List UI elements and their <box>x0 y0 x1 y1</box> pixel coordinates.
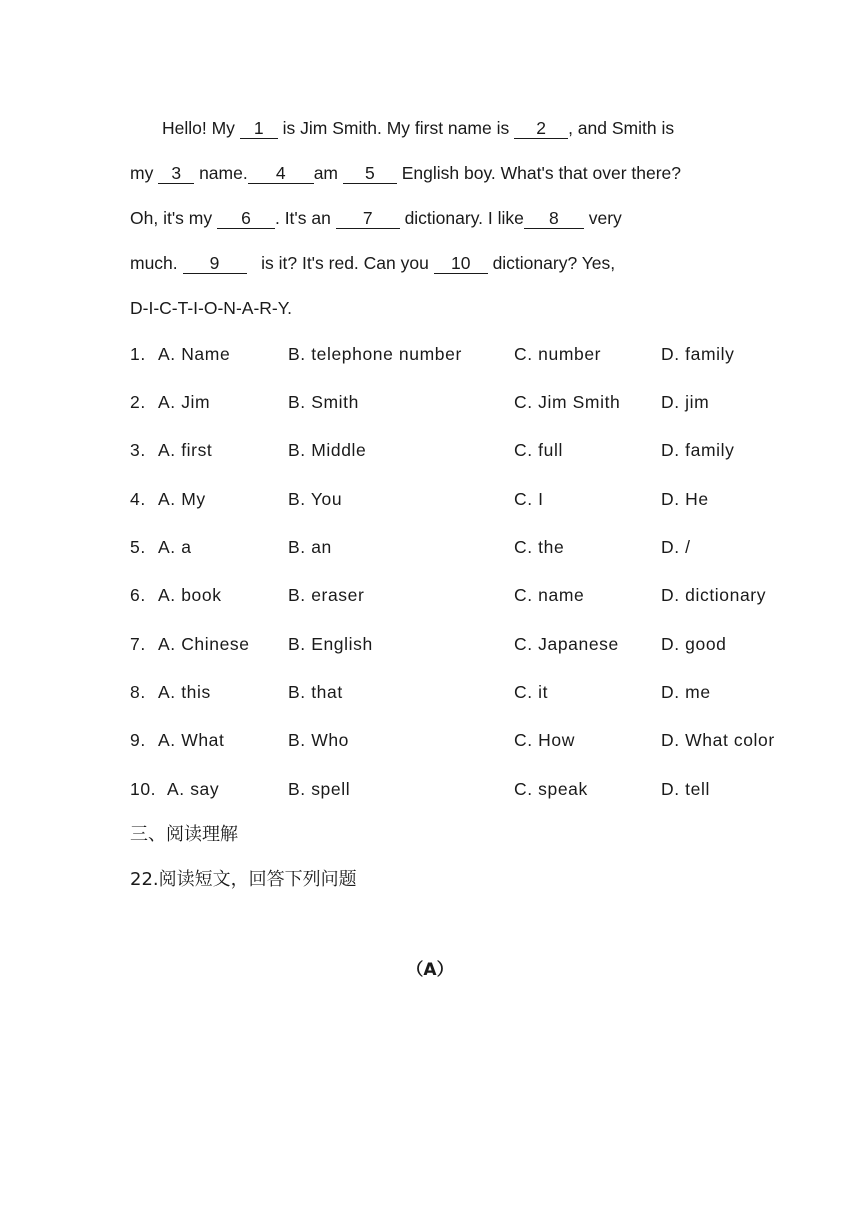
option-b: B. an <box>288 537 332 557</box>
option-a: A. My <box>158 489 206 509</box>
passage-line-1 <box>162 116 674 140</box>
option-d: D. me <box>661 682 711 702</box>
option-b: B. that <box>288 682 343 702</box>
passage-text: name. <box>194 163 248 183</box>
passage-text: very <box>583 208 622 228</box>
passage-text: much. <box>130 253 183 273</box>
passage-text: Oh, it's my <box>130 208 217 228</box>
option-c: C. name <box>514 585 585 605</box>
passage-text: Hello! My <box>162 118 240 138</box>
passage-text: dictionary? Yes, <box>487 253 616 273</box>
option-b: B. telephone number <box>288 344 462 364</box>
option-d: D. / <box>661 537 691 557</box>
option-d: D. family <box>661 344 735 364</box>
blank-10: 10 <box>434 253 488 274</box>
question-number: 3. <box>130 440 146 460</box>
blank-2: 2 <box>514 118 568 139</box>
blank-4: 4 <box>248 163 314 184</box>
passage-text: . It's an <box>274 208 336 228</box>
option-c: C. number <box>514 344 602 364</box>
blank-1: 1 <box>240 118 278 139</box>
passage-text: , and Smith is <box>568 118 675 138</box>
option-d: D. tell <box>661 779 710 799</box>
blank-6: 6 <box>217 208 275 229</box>
passage-line-5: D-I-C-T-I-O-N-A-R-Y. <box>130 298 293 318</box>
passage-text: English boy. What's that over there? <box>396 163 682 183</box>
option-c: C. Japanese <box>514 634 619 654</box>
question-row <box>130 631 830 657</box>
question-number: 9. <box>130 730 146 750</box>
blank-9: 9 <box>183 253 247 274</box>
passage-text: is Jim Smith. My first name is <box>277 118 515 138</box>
option-a: A. say <box>167 779 220 799</box>
option-c: C. it <box>514 682 549 702</box>
question-row <box>130 727 830 753</box>
option-b: B. You <box>288 489 343 509</box>
passage-line-2 <box>130 161 681 185</box>
question-number: 10. <box>130 779 157 799</box>
section-heading: 三、阅读理解 <box>130 824 238 845</box>
option-c: C. How <box>514 730 575 750</box>
question-number: 2. <box>130 392 146 412</box>
blank-7: 7 <box>336 208 400 229</box>
option-a: A. What <box>158 730 225 750</box>
passage-line-3 <box>130 206 622 230</box>
blank-3: 3 <box>158 163 194 184</box>
option-c: C. Jim Smith <box>514 392 621 412</box>
option-a: A. this <box>158 682 211 702</box>
question-number: 4. <box>130 489 146 509</box>
option-b: B. eraser <box>288 585 365 605</box>
question-number: 1. <box>130 344 146 364</box>
option-b: B. Who <box>288 730 349 750</box>
option-b: B. Smith <box>288 392 359 412</box>
passage-text: my <box>130 163 159 183</box>
option-b: B. Middle <box>288 440 367 460</box>
question-row <box>130 341 830 367</box>
option-d: D. good <box>661 634 727 654</box>
option-d: D. jim <box>661 392 710 412</box>
question-number: 7. <box>130 634 146 654</box>
question-row <box>130 486 830 512</box>
passage-line-4 <box>130 251 615 275</box>
option-a: A. book <box>158 585 222 605</box>
question-row <box>130 582 830 608</box>
passage-text: is it? It's red. Can you <box>246 253 434 273</box>
passage-text: dictionary. I like <box>399 208 524 228</box>
blank-8: 8 <box>524 208 584 229</box>
option-d: D. What color <box>661 730 775 750</box>
option-a: A. a <box>158 537 192 557</box>
passage-text: am <box>313 163 343 183</box>
option-c: C. full <box>514 440 563 460</box>
question-row <box>130 389 830 415</box>
question-number: 8. <box>130 682 146 702</box>
option-c: C. I <box>514 489 544 509</box>
option-d: D. family <box>661 440 735 460</box>
option-d: D. He <box>661 489 709 509</box>
option-a: A. first <box>158 440 213 460</box>
question-22-prompt: 22.阅读短文，回答下列问题 <box>130 869 357 890</box>
question-row <box>130 776 830 802</box>
question-row <box>130 534 830 560</box>
option-a: A. Name <box>158 344 231 364</box>
question-number: 5. <box>130 537 146 557</box>
question-row <box>130 679 830 705</box>
option-d: D. dictionary <box>661 585 767 605</box>
question-row <box>130 437 830 463</box>
question-number: 6. <box>130 585 146 605</box>
option-c: C. speak <box>514 779 588 799</box>
option-a: A. Chinese <box>158 634 250 654</box>
part-label: （A） <box>406 960 454 980</box>
option-b: B. spell <box>288 779 351 799</box>
option-a: A. Jim <box>158 392 211 412</box>
option-c: C. the <box>514 537 565 557</box>
option-b: B. English <box>288 634 373 654</box>
blank-5: 5 <box>343 163 397 184</box>
